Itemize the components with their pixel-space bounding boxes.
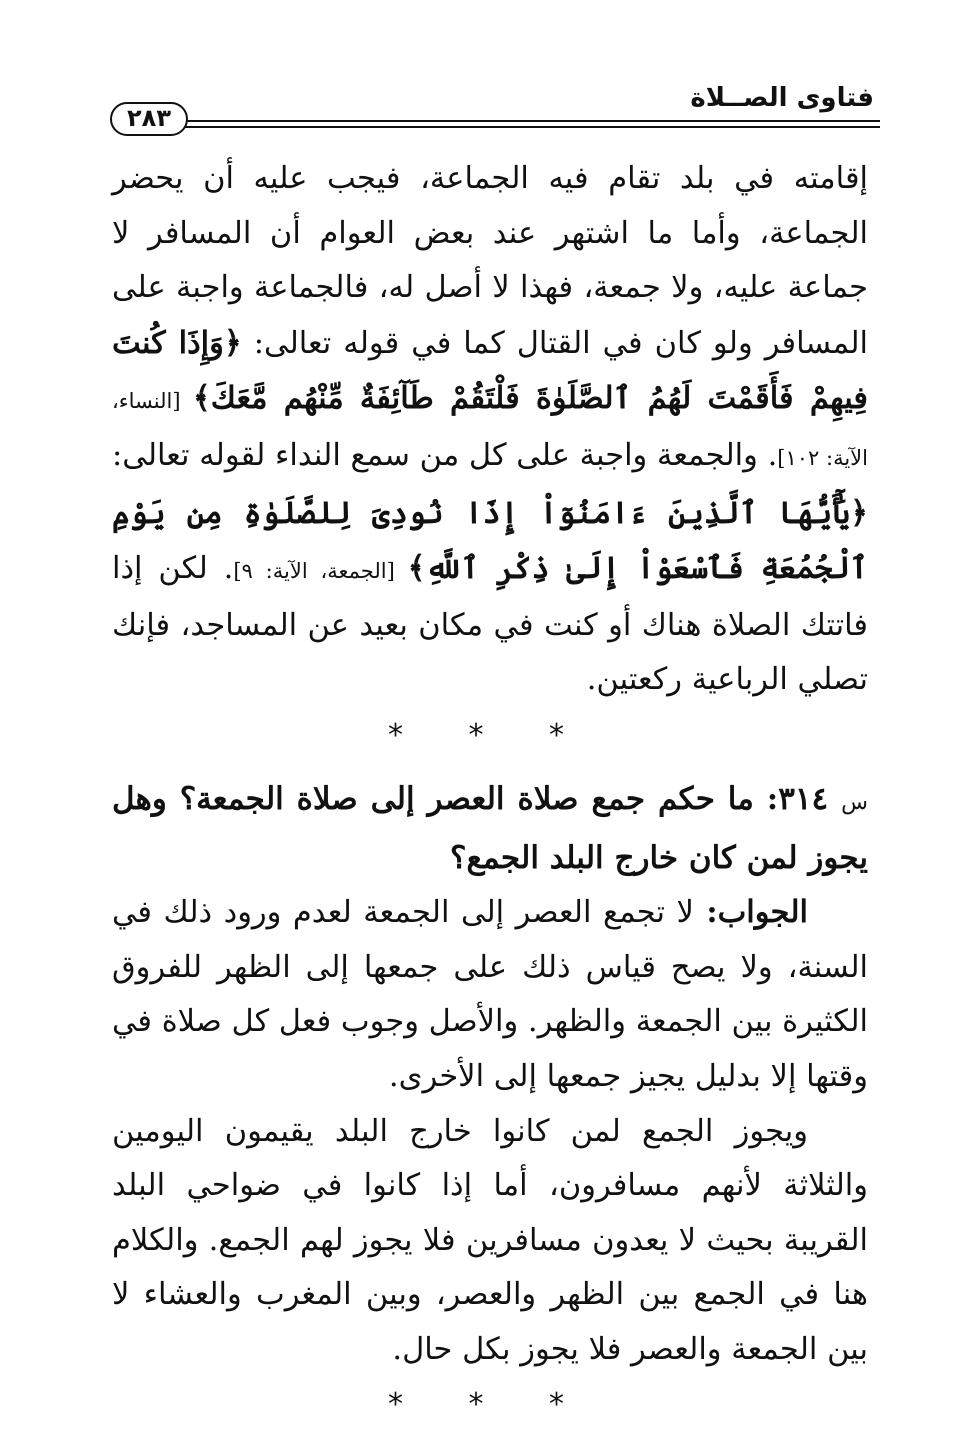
page-content [112, 152, 868, 1433]
question-text: ٣١٤: ما حكم جمع صلاة العصر إلى صلاة الجمعة؟ وهل يجوز لمن كان خارج البلد الجمع؟ [112, 780, 868, 876]
verse-reference: [النساء، الآية: ١٠٢] [112, 389, 868, 470]
paragraph-text: . لكن إذا فاتتك الصلاة هناك أو كنت في مكان بعيد عن المساجد، فإنك تصلي الرباعية ركعتين. [112, 551, 868, 698]
continuation-paragraph [112, 152, 868, 708]
quran-verse: ﴿يَٰٓأَيُّهَا ٱلَّذِينَ ءَامَنُوٓاْ إِذَا نُودِىَ لِلصَّلَوٰةِ مِن يَوْمِ ٱلْجُمُعَةِ فَٱسْعَوْاْ إِلَىٰ ذِكْرِ ٱللَّهِ﴾ [112, 494, 868, 587]
section-separator: * * * [387, 717, 593, 753]
header-rule [180, 120, 880, 128]
quran-verse: ﴿وَإِذَا كُنتَ فِيهِمْ فَأَقَمْتَ لَهُمُ ٱلصَّلَوٰةَ فَلْتَقُمْ طَآئِفَةٌ مِّنْهُم مَّعَكَ﴾ [112, 324, 868, 417]
question-marker: س [841, 789, 868, 815]
section-separator: * * * [387, 1387, 593, 1423]
answer-label: الجواب: [693, 894, 808, 931]
paragraph-text: . والجمعة واجبة على كل من سمع النداء لقوله تعالى: [112, 437, 778, 473]
page-header [110, 80, 880, 140]
answer-paragraph [112, 885, 868, 1104]
running-title: فتاوى الصــلاة [690, 83, 874, 113]
verse-reference: [الجمعة، الآية: ٩] [233, 559, 408, 584]
page-number: ٢٨٣ [110, 102, 188, 136]
answer-paragraph [112, 1105, 868, 1378]
answer-text: ويجوز الجمع لمن كانوا خارج البلد يقيمون اليومين والثلاثة لأنهم مسافرون، أما إذا كانوا في ضواحي البلد القريبة بحيث لا يعدون مسافرين فلا يجوز لهم الجمع. والكلام هنا في الجمع بين الظهر والعصر، وبين المغرب والعشاء لا بين الجمعة والعصر فلا يجوز بكل حال. [112, 1113, 868, 1367]
answer-text: لا تجمع العصر إلى الجمعة لعدم ورود ذلك في السنة، ولا يصح قياس ذلك على جمعها إلى الظهر للفروق الكثيرة بين الجمعة والظهر. والأصل وجوب فعل كل صلاة في وقتها إلا بدليل يجيز جمعها إلى الأخرى. [112, 895, 868, 1094]
question-heading [112, 772, 868, 885]
paragraph-text: إقامته في بلد تقام فيه الجماعة، فيجب عليه أن يحضر الجماعة، وأما ما اشتهر عند بعض العوام أن المسافر لا جماعة عليه، ولا جمعة، فهذا لا أصل له، فالجماعة واجبة على المسافر ولو كان في القتال كما في قوله تعالى: [112, 161, 868, 361]
